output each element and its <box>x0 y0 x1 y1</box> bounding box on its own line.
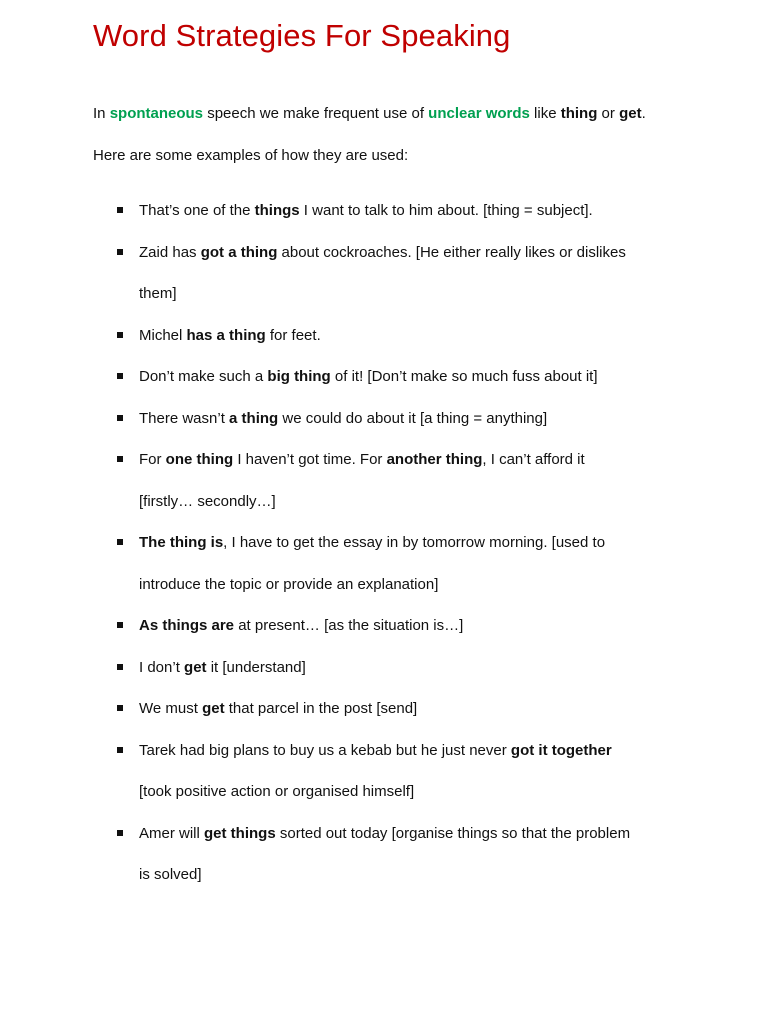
text-run: them] <box>139 285 177 302</box>
example-line <box>139 201 593 221</box>
text-run: speech we make frequent use of <box>203 105 429 122</box>
key-phrase: big thing <box>267 368 331 385</box>
key-phrase: got a thing <box>200 243 278 261</box>
intro-paragraph <box>93 104 646 124</box>
example-line <box>139 616 463 636</box>
text-run: we could do about it [a thing = anything] <box>278 409 548 427</box>
key-phrase: As things are <box>139 617 235 634</box>
bullet-icon <box>117 207 123 213</box>
key-phrase: another thing <box>386 451 483 468</box>
example-line <box>139 533 605 553</box>
key-phrase: get things <box>204 824 276 842</box>
text-run: at present… [as the situation is…] <box>234 617 464 634</box>
text-run: is solved] <box>139 866 202 883</box>
bullet-icon <box>117 747 123 753</box>
bullet-icon <box>117 539 123 545</box>
text-run: I haven’t got time. For <box>233 451 387 468</box>
example-continuation-line <box>139 492 276 512</box>
text-run: , I can’t afford it <box>482 451 585 468</box>
key-phrase: thing <box>560 105 598 122</box>
example-line <box>139 741 612 761</box>
bullet-icon <box>117 456 123 462</box>
bullet-icon <box>117 622 123 628</box>
text-run: I don’t <box>139 658 185 676</box>
key-phrase: things <box>254 202 300 219</box>
bullet-icon <box>117 249 123 255</box>
intro-lead-in <box>93 146 408 166</box>
highlighted-term: unclear words <box>428 105 530 122</box>
bullet-icon <box>117 332 123 338</box>
key-phrase: a thing <box>229 409 279 427</box>
text-run: Here are some examples of how they are used: <box>93 147 409 164</box>
bullet-icon <box>117 664 123 670</box>
bullet-icon <box>117 373 123 379</box>
key-phrase: The thing is <box>139 534 224 551</box>
example-continuation-line <box>139 575 438 595</box>
example-line <box>139 243 626 263</box>
text-run: introduce the topic or provide an explanation] <box>139 575 439 593</box>
text-run: Amer will <box>139 824 205 842</box>
example-line <box>139 450 585 470</box>
text-run: [firstly… secondly…] <box>139 492 276 510</box>
text-run: In <box>93 105 110 122</box>
example-continuation-line <box>139 782 414 802</box>
example-line <box>139 367 598 387</box>
text-run: for feet. <box>265 326 321 344</box>
key-phrase: get <box>619 105 642 122</box>
key-phrase: get <box>202 700 225 717</box>
text-run: of it! [Don’t make so much fuss about it] <box>330 368 598 385</box>
example-line <box>139 326 321 346</box>
key-phrase: one thing <box>165 451 234 468</box>
text-run: about cockroaches. [He either really likes or dislikes <box>277 243 626 261</box>
key-phrase: get <box>184 658 207 676</box>
text-run: There wasn’t <box>139 409 230 427</box>
text-run: We must <box>139 700 203 717</box>
highlighted-term: spontaneous <box>109 105 204 122</box>
text-run: . <box>641 105 646 122</box>
example-line <box>139 658 306 678</box>
text-run: Don’t make such a <box>139 368 268 385</box>
example-line <box>139 699 417 719</box>
key-phrase: got it together <box>510 741 612 759</box>
text-run: that parcel in the post [send] <box>224 700 418 717</box>
text-run: For <box>139 451 166 468</box>
text-run: Zaid has <box>139 243 201 261</box>
example-continuation-line <box>139 284 177 304</box>
text-run: [took positive action or organised himself] <box>139 783 415 800</box>
text-run: Tarek had big plans to buy us a kebab but he just never <box>139 741 511 759</box>
text-run: That’s one of the <box>139 202 255 219</box>
example-line <box>139 824 630 844</box>
bullet-icon <box>117 830 123 836</box>
text-run: , I have to get the essay in by tomorrow morning. [used to <box>223 534 606 551</box>
text-run: it [understand] <box>206 658 306 676</box>
key-phrase: has a thing <box>186 326 266 344</box>
text-run: Michel <box>139 326 187 344</box>
bullet-icon <box>117 705 123 711</box>
example-continuation-line <box>139 865 202 885</box>
text-run: or <box>597 105 620 122</box>
text-run: I want to talk to him about. [thing = subject]. <box>299 202 593 219</box>
example-line <box>139 409 547 429</box>
bullet-icon <box>117 415 123 421</box>
page-title: Word Strategies For Speaking <box>93 18 511 53</box>
text-run: sorted out today [organise things so that the problem <box>275 824 631 842</box>
text-run: like <box>529 105 561 122</box>
